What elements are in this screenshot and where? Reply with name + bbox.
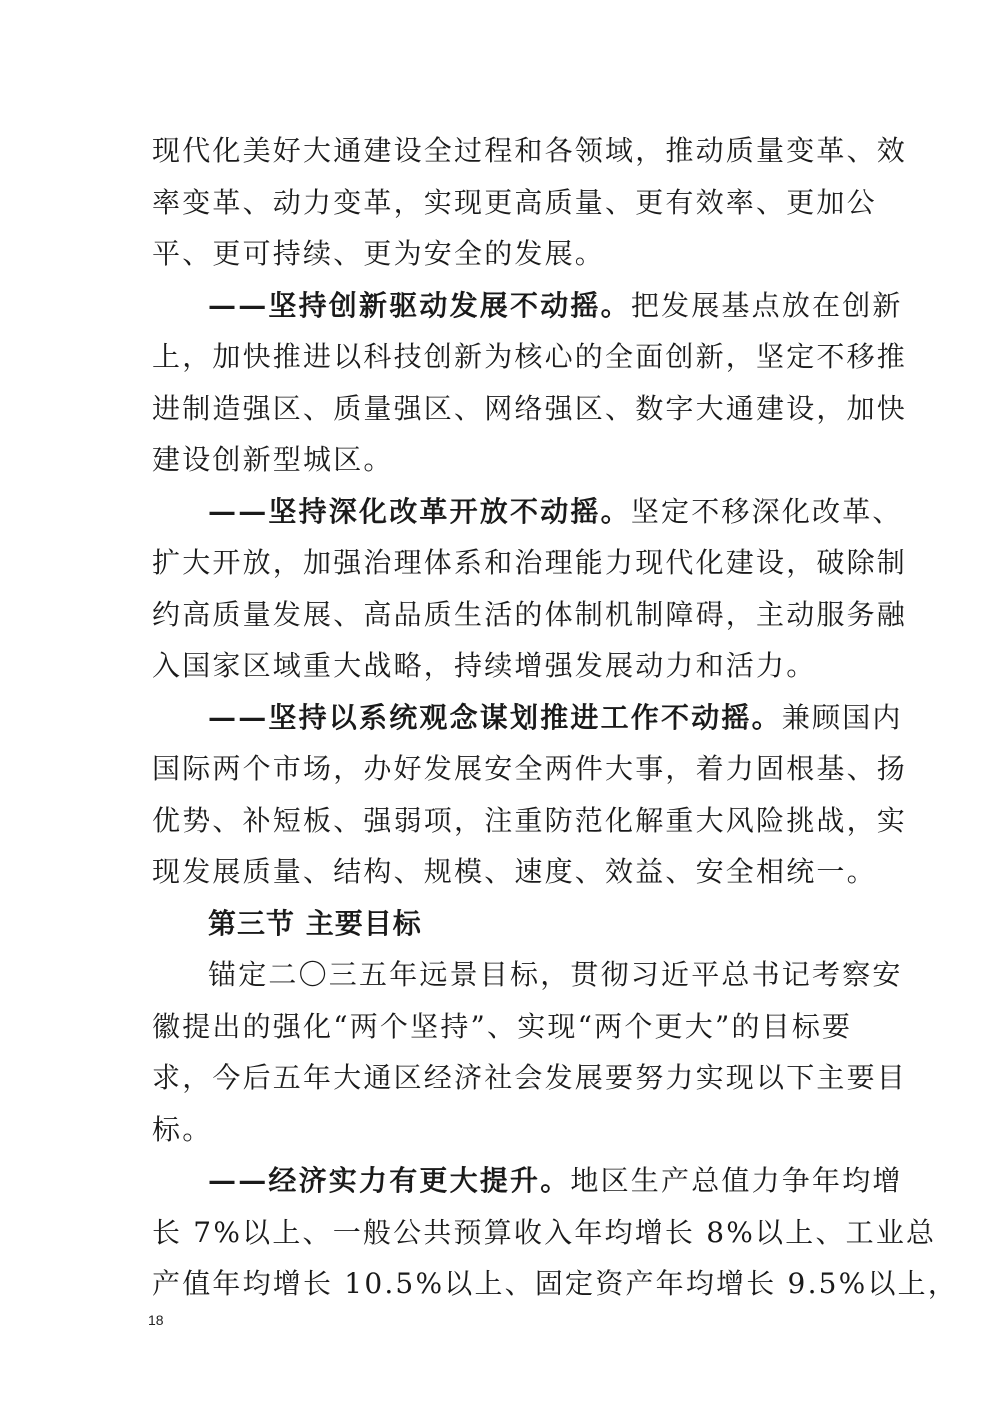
line-text: 把发展基点放在创新 (630, 288, 903, 322)
page-number: 18 (148, 1312, 164, 1328)
paragraph-line (152, 949, 903, 1001)
line-text: 求，今后五年大通区经济社会发展要努力实现以下主要目 (152, 1061, 908, 1094)
line-text: 现代化美好大通建设全过程和各领域，推动质量变革、效 (152, 134, 908, 167)
line-text: 建设创新型城区。 (152, 443, 394, 476)
paragraph-line (152, 280, 903, 332)
line-text: 徽提出的强化“两个坚持”、实现“两个更大”的目标要 (152, 1009, 853, 1043)
principle-heading: ——坚持以系统观念谋划推进工作不动摇。 (208, 700, 782, 734)
goal-heading: ——经济实力有更大提升。 (208, 1164, 571, 1197)
line-text: 产值年均增长 10.5%以上、固定资产年均增长 9.5%以上， (152, 1267, 959, 1300)
paragraph-line (152, 589, 908, 641)
document-body (152, 125, 959, 1310)
paragraph-line (152, 537, 908, 589)
line-text: 率变革、动力变革，实现更高质量、更有效率、更加公 (152, 185, 877, 219)
paragraph-line (152, 1258, 959, 1310)
line-text: 扩大开放，加强治理体系和治理能力现代化建设，破除制 (152, 546, 908, 579)
line-text: 现发展质量、结构、规模、速度、效益、安全相统一。 (152, 855, 877, 888)
paragraph-line (152, 228, 828, 280)
line-text: 兼顾国内 (781, 700, 903, 734)
paragraph-line (152, 1207, 937, 1259)
line-text: 入国家区域重大战略，持续增强发展动力和活力。 (152, 649, 817, 682)
line-text: 进制造强区、质量强区、网络强区、数字大通建设，加快 (152, 391, 908, 425)
line-text: 长 7%以上、一般公共预算收入年均增长 8%以上、工业总 (152, 1215, 937, 1249)
line-text: 坚定不移深化改革、 (630, 494, 903, 528)
section-heading (152, 898, 828, 950)
paragraph-line (152, 795, 908, 847)
line-text: 约高质量发展、高品质生活的体制机制障碍，主动服务融 (152, 597, 908, 631)
line-text: 上，加快推进以科技创新为核心的全面创新，坚定不移推 (152, 340, 908, 373)
principle-heading: ——坚持创新驱动发展不动摇。 (208, 288, 631, 322)
paragraph-line (152, 640, 828, 692)
principle-heading: ——坚持深化改革开放不动摇。 (208, 494, 631, 528)
paragraph-line (152, 434, 828, 486)
line-text: 平、更可持续、更为安全的发展。 (152, 237, 606, 270)
paragraph-line (152, 1001, 853, 1053)
paragraph-line (152, 331, 908, 383)
paragraph-line (152, 1052, 908, 1104)
paragraph-line (152, 1155, 903, 1207)
paragraph-line (152, 177, 877, 229)
paragraph-line (152, 846, 877, 898)
paragraph-line (152, 692, 903, 744)
section-title: 第三节 主要目标 (208, 906, 422, 940)
line-text: 优势、补短板、强弱项，注重防范化解重大风险挑战，实 (152, 803, 908, 837)
line-text: 地区生产总值力争年均增 (570, 1164, 903, 1197)
line-text: 锚定二〇三五年远景目标，贯彻习近平总书记考察安 (208, 958, 903, 991)
line-text: 标。 (152, 1112, 213, 1146)
paragraph-line (152, 486, 903, 538)
line-text: 国际两个市场，办好发展安全两件大事，着力固根基、扬 (152, 752, 908, 785)
paragraph-line (152, 1104, 828, 1156)
paragraph-line (152, 125, 908, 177)
paragraph-line (152, 383, 908, 435)
paragraph-line (152, 743, 908, 795)
